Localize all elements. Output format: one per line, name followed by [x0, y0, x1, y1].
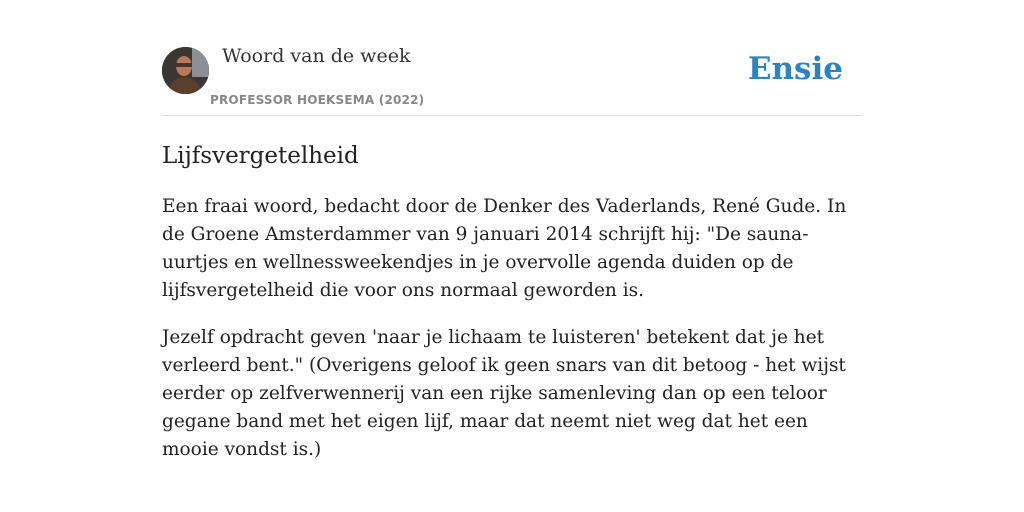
entry-paragraph-2: Jezelf opdracht geven 'naar je lichaam te luisteren' betekent dat je het verleerd bent." (Overigens geloof ik geen snars van dit betoog - het wijst eerder op zelfverwennerij van een rijke samenleving dan op een teloor gegane band met het eigen lijf, maar dat neemt niet weg dat het een mooie vondst is.): [162, 327, 846, 460]
author-avatar[interactable]: [162, 47, 209, 94]
author-name[interactable]: PROFESSOR HOEKSEMA (2022): [210, 93, 425, 107]
collection-title-link[interactable]: Woord van de week: [222, 45, 411, 67]
entry-header: [162, 40, 862, 116]
entry-card: [162, 40, 862, 464]
brand-logo[interactable]: Ensie: [747, 51, 843, 87]
entry-paragraph-1: Een fraai woord, bedacht door de Denker des Vaderlands, René Gude. In de Groene Amsterdammer van 9 januari 2014 schrijft hij: "De sauna-uurtjes en wellnessweekendjes in je overvolle agenda duiden op de lijfsvergetelheid die voor ons normaal geworden is.: [162, 196, 847, 301]
avatar-photo-icon: [162, 47, 209, 94]
entry-title: Lijfsvergetelheid: [162, 143, 359, 169]
